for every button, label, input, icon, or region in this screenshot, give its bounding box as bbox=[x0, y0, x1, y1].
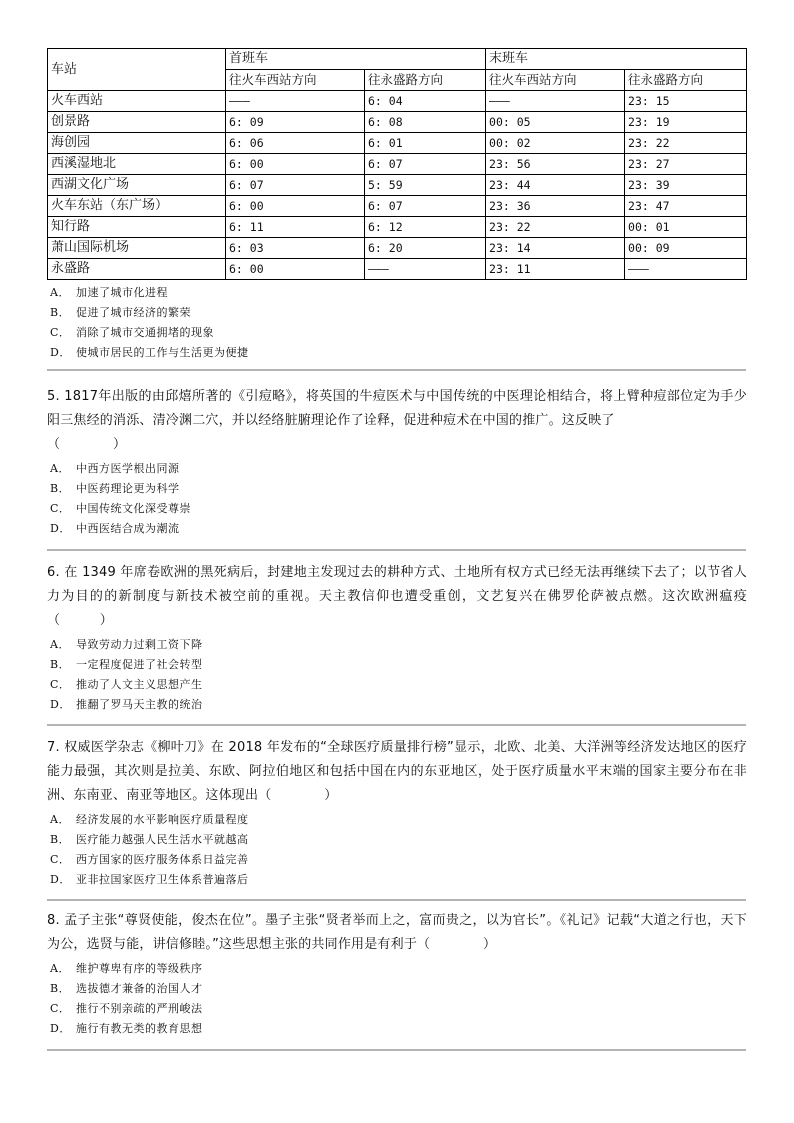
last-yongsheng-time: 23: 47 bbox=[625, 196, 747, 217]
first-yongsheng-time: 6: 07 bbox=[365, 154, 486, 175]
header-last-train: 末班车 bbox=[486, 49, 747, 70]
table-row bbox=[48, 217, 747, 238]
station-name: 萧山国际机场 bbox=[48, 238, 226, 259]
divider bbox=[47, 1049, 746, 1051]
last-yongsheng-time: ——— bbox=[625, 259, 747, 280]
header-first-dir-west: 往火车西站方向 bbox=[226, 70, 365, 91]
option-c[interactable]: C． 推动了人文主义思想产生 bbox=[50, 678, 203, 691]
timetable bbox=[47, 48, 747, 280]
option-d[interactable]: D． 亚非拉国家医疗卫生体系普遍落后 bbox=[50, 873, 249, 886]
first-yongsheng-time: 6: 20 bbox=[365, 238, 486, 259]
option-b[interactable]: B． 促进了城市经济的繁荣 bbox=[50, 306, 191, 319]
first-west-time: 6: 06 bbox=[226, 133, 365, 154]
option-a[interactable]: A． 加速了城市化进程 bbox=[50, 286, 168, 299]
station-name: 海创园 bbox=[48, 133, 226, 154]
table-row bbox=[48, 91, 747, 112]
last-west-time: 23: 36 bbox=[486, 196, 625, 217]
question-6 bbox=[47, 561, 747, 715]
option-a[interactable]: A． 中西方医学根出同源 bbox=[50, 462, 180, 475]
last-west-time: 23: 22 bbox=[486, 217, 625, 238]
station-name: 创景路 bbox=[48, 112, 226, 133]
first-yongsheng-time: 6: 08 bbox=[365, 112, 486, 133]
last-yongsheng-time: 23: 19 bbox=[625, 112, 747, 133]
option-a[interactable]: A． 导致劳动力过剩工资下降 bbox=[50, 638, 203, 651]
last-west-time: 00: 02 bbox=[486, 133, 625, 154]
first-yongsheng-time: 5: 59 bbox=[365, 175, 486, 196]
last-yongsheng-time: 23: 27 bbox=[625, 154, 747, 175]
first-west-time: 6: 00 bbox=[226, 259, 365, 280]
divider bbox=[47, 724, 746, 726]
last-yongsheng-time: 23: 15 bbox=[625, 91, 747, 112]
first-west-time: 6: 09 bbox=[226, 112, 365, 133]
first-yongsheng-time: 6: 04 bbox=[365, 91, 486, 112]
table-row bbox=[48, 133, 747, 154]
last-west-time: 00: 05 bbox=[486, 112, 625, 133]
option-a[interactable]: A． 维护尊卑有序的等级秩序 bbox=[50, 962, 203, 975]
first-west-time: 6: 03 bbox=[226, 238, 365, 259]
last-west-time: 23: 44 bbox=[486, 175, 625, 196]
option-b[interactable]: B． 中医药理论更为科学 bbox=[50, 482, 180, 495]
table-row bbox=[48, 196, 747, 217]
option-c[interactable]: C． 推行不别亲疏的严刑峻法 bbox=[50, 1002, 203, 1015]
last-yongsheng-time: 00: 09 bbox=[625, 238, 747, 259]
header-station: 车站 bbox=[48, 49, 226, 91]
first-west-time: 6: 00 bbox=[226, 154, 365, 175]
first-west-time: ——— bbox=[226, 91, 365, 112]
question-5 bbox=[47, 385, 747, 539]
table-row bbox=[48, 175, 747, 196]
header-first-dir-yongsheng: 往永盛路方向 bbox=[365, 70, 486, 91]
question-stem: 7. 权威医学杂志《柳叶刀》在 2018 年发布的“全球医疗质量排行榜”显示，北欧、北美、大洋洲等经济发达地区的医疗能力最强，其次则是拉美、东欧、阿拉伯地区和包括中国在内的东亚地区，处于医疗质量水平末端的国家主要分布在非洲、东南亚、南亚等地区。这体现出（ ） bbox=[47, 740, 747, 803]
option-c[interactable]: C． 消除了城市交通拥堵的现象 bbox=[50, 326, 214, 339]
first-yongsheng-time: 6: 01 bbox=[365, 133, 486, 154]
first-yongsheng-time: 6: 07 bbox=[365, 196, 486, 217]
last-yongsheng-time: 00: 01 bbox=[625, 217, 747, 238]
option-d[interactable]: D． 使城市居民的工作与生活更为便捷 bbox=[50, 346, 249, 359]
option-c[interactable]: C． 西方国家的医疗服务体系日益完善 bbox=[50, 853, 249, 866]
divider bbox=[47, 369, 746, 371]
table-row bbox=[48, 259, 747, 280]
first-yongsheng-time: ——— bbox=[365, 259, 486, 280]
question-stem: 5. 1817年出版的由邱熺所著的《引痘略》，将英国的牛痘医术与中国传统的中医理论相结合，将上臂种痘部位定为手少阳三焦经的消泺、清冷渊二穴，并以经络脏腑理论作了诠释，促进种痘术在中国的推广。这反映了 （ ） bbox=[47, 389, 747, 452]
first-yongsheng-time: 6: 12 bbox=[365, 217, 486, 238]
last-yongsheng-time: 23: 39 bbox=[625, 175, 747, 196]
first-west-time: 6: 11 bbox=[226, 217, 365, 238]
question-stem: 8. 孟子主张“尊贤使能，俊杰在位”。墨子主张“贤者举而上之，富而贵之，以为官长”。《礼记》记载“大道之行也，天下为公，选贤与能，讲信修睦。”这些思想主张的共同作用是有利于（ ） bbox=[47, 913, 747, 952]
q4-options bbox=[47, 283, 747, 363]
question-7 bbox=[47, 736, 747, 890]
divider bbox=[47, 549, 746, 551]
option-a[interactable]: A． 经济发展的水平影响医疗质量程度 bbox=[50, 813, 249, 826]
option-b[interactable]: B． 医疗能力越强人民生活水平就越高 bbox=[50, 833, 249, 846]
table-row bbox=[48, 238, 747, 259]
option-d[interactable]: D． 推翻了罗马天主教的统治 bbox=[50, 698, 203, 711]
last-yongsheng-time: 23: 22 bbox=[625, 133, 747, 154]
station-name: 火车东站（东广场） bbox=[48, 196, 226, 217]
option-b[interactable]: B． 一定程度促进了社会转型 bbox=[50, 658, 203, 671]
divider bbox=[47, 899, 746, 901]
first-west-time: 6: 00 bbox=[226, 196, 365, 217]
last-west-time: 23: 56 bbox=[486, 154, 625, 175]
first-west-time: 6: 07 bbox=[226, 175, 365, 196]
question-8 bbox=[47, 909, 747, 1039]
station-name: 永盛路 bbox=[48, 259, 226, 280]
station-name: 西湖文化广场 bbox=[48, 175, 226, 196]
last-west-time: 23: 14 bbox=[486, 238, 625, 259]
option-d[interactable]: D． 施行有教无类的教育思想 bbox=[50, 1022, 203, 1035]
last-west-time: 23: 11 bbox=[486, 259, 625, 280]
option-b[interactable]: B． 选拔德才兼备的治国人才 bbox=[50, 982, 203, 995]
last-west-time: ——— bbox=[486, 91, 625, 112]
station-name: 火车西站 bbox=[48, 91, 226, 112]
header-last-dir-yongsheng: 往永盛路方向 bbox=[625, 70, 747, 91]
table-row bbox=[48, 112, 747, 133]
question-stem: 6. 在 1349 年席卷欧洲的黑死病后，封建地主发现过去的耕种方式、土地所有权方式已经无法再继续下去了；以节省人力为目的的新制度与新技术被空前的重视。天主教信仰也遭受重创，文艺复兴在佛罗伦萨被点燃。这次欧洲瘟疫（ ） bbox=[47, 565, 747, 628]
header-last-dir-west: 往火车西站方向 bbox=[486, 70, 625, 91]
header-first-train: 首班车 bbox=[226, 49, 486, 70]
station-name: 知行路 bbox=[48, 217, 226, 238]
option-d[interactable]: D． 中西医结合成为潮流 bbox=[50, 522, 180, 535]
table-row bbox=[48, 154, 747, 175]
option-c[interactable]: C． 中国传统文化深受尊崇 bbox=[50, 502, 191, 515]
station-name: 西溪湿地北 bbox=[48, 154, 226, 175]
